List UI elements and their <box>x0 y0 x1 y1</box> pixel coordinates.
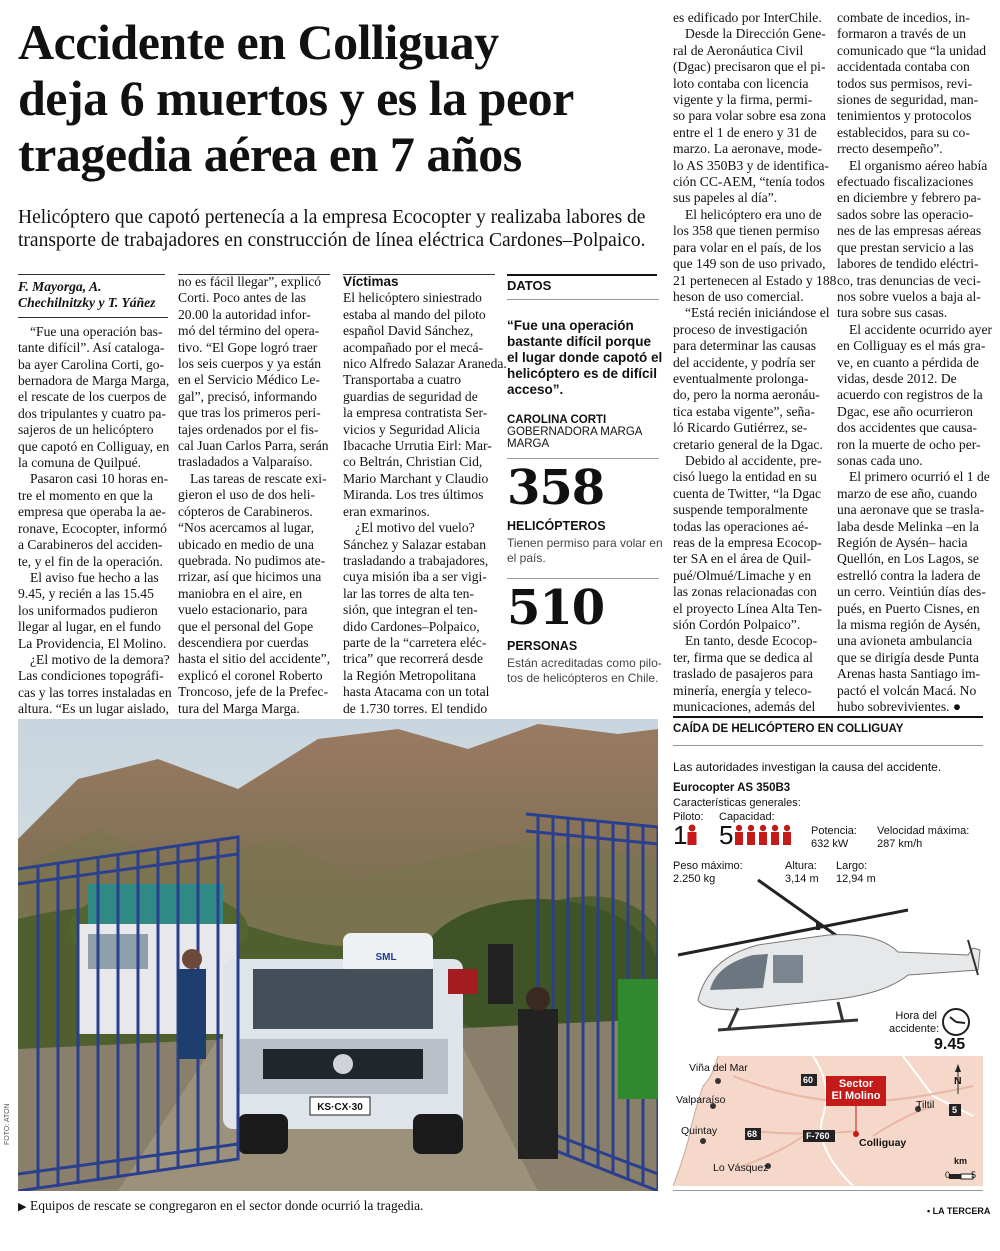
article-line: hasta Atacama con un total <box>343 684 490 700</box>
article-line: nos sobre vuelos a baja al- <box>837 288 981 304</box>
article-line: acompañado por el mecá- <box>343 339 484 355</box>
article-line: vuelo estacionario, para <box>178 602 308 618</box>
info-title: CAÍDA DE HELICÓPTERO EN COLLIGUAY <box>673 723 904 735</box>
byline: Chechilnitzky y T. Yáñez <box>18 295 156 311</box>
article-line: so para volar sobre esa zona <box>673 108 826 124</box>
article-line: acuerdo con registros de la <box>837 387 983 403</box>
article-line: una avioneta ambulancia <box>837 633 973 649</box>
stat-label-helicopters: HELICÓPTEROS <box>507 519 606 533</box>
length-label: Largo: <box>836 860 868 872</box>
article-line: trasladando a trabajadores, <box>343 552 489 568</box>
map-label-tiltil: Tiltil <box>916 1099 935 1111</box>
stat-desc-line: Tienen permiso para volar en <box>507 536 663 550</box>
article-line: Debido al accidente, pre- <box>685 452 822 468</box>
article-line: ronave, Ecocopter, informó <box>18 520 167 536</box>
hour-label-line: accidente: <box>889 1023 940 1035</box>
location-map <box>673 1056 983 1186</box>
article-line: te, y el fin de la operación. <box>18 553 163 569</box>
photo-caption-row <box>18 1198 424 1214</box>
article-line: hasta el sitio del accidente”, <box>178 651 331 667</box>
article-column-2 <box>178 274 333 717</box>
article-line: cuenta de Twitter, “la Dgac <box>673 485 822 501</box>
tarp <box>88 884 223 924</box>
article-line: del accidente, y podría ser <box>673 354 816 370</box>
article-line: 9.45, y recién a las 15.45 <box>18 586 154 602</box>
map-label-quintay: Quintay <box>681 1125 718 1137</box>
north-arrow-icon: N <box>954 1075 962 1087</box>
article-line: labores de tendido eléctri- <box>837 256 979 272</box>
route-5: 5 <box>952 1105 958 1115</box>
article-line: cuya misión iba a ser vigi- <box>343 569 487 585</box>
hour-value: 9.45 <box>934 1036 966 1053</box>
length-value: 12,94 m <box>836 873 876 885</box>
article-line: El aviso fue hecho a las <box>30 569 159 585</box>
article-line: pactó el volcán Macá. No <box>837 682 977 698</box>
scale-unit: km <box>954 1156 968 1166</box>
article-line: Quellón, en Los Lagos, se <box>837 551 979 567</box>
rescue-scene-image <box>18 719 658 1191</box>
article-line: marzo. La aeronave, mode- <box>673 141 823 157</box>
article-line: combate de incedios, in- <box>837 10 970 25</box>
article-line: Mario Marchant y Claudio <box>343 470 489 486</box>
article-line: eventualmente prolonga- <box>673 370 809 386</box>
article-line: que el personal del Gope <box>178 618 314 634</box>
article-line: Ibacache Urrutia Eirl: Mar- <box>343 438 492 454</box>
article-line: Dgac, ese año ocurrieron <box>837 403 973 419</box>
article-line: rrizar, así que hicimos una <box>178 569 322 585</box>
person-icon <box>686 824 698 846</box>
person <box>178 969 206 1059</box>
headline-line: tragedia aérea en 7 años <box>18 126 522 182</box>
article-line: llegar al lugar, en el fundo <box>18 619 161 635</box>
article-line: tivo. “El Gope logró traer <box>178 339 318 355</box>
van-logo: SML <box>375 952 397 963</box>
photo-caption: Equipos de rescate se congregaron en el sector donde ocurrió la tragedia. <box>29 1198 424 1213</box>
article-line: es edificado por InterChile. <box>673 10 822 25</box>
article-line: dido Cardones–Polpaico, <box>343 618 480 634</box>
hour-label <box>889 1010 940 1036</box>
article-line: el proyecto Línea Alta Ten- <box>673 600 823 616</box>
weight-value: 2.250 kg <box>673 873 716 885</box>
quote-author: CAROLINA CORTI <box>507 414 607 426</box>
article-line: de 1.730 torres. El tendido <box>343 700 488 716</box>
article-line: descendiera por cuerdas <box>178 634 309 650</box>
article-line: Las condiciones topográfi- <box>18 668 164 684</box>
article-line: sus papeles al día”. <box>673 190 778 206</box>
datos-title: DATOS <box>507 278 552 293</box>
article-line: tajes ordenados por el fis- <box>178 421 319 437</box>
article-line: 21 pertenecen al Estado y 188 <box>673 272 837 288</box>
article-line: El helicóptero siniestrado <box>343 290 482 306</box>
article-line: las zonas relacionadas con <box>673 584 817 600</box>
article-line: sajeros de un helicóptero <box>18 422 154 438</box>
article-line: maniobra en el aire, en <box>178 585 303 601</box>
article-line: en diciembre y febrero pa- <box>837 190 982 206</box>
article-column-3 <box>343 274 507 717</box>
article-line: sión Cordón Polpaico”. <box>673 617 801 633</box>
article-line: accidentada contaba con <box>837 59 970 75</box>
info-model: Eurocopter AS 350B3 <box>673 782 791 794</box>
article-line: lar las torres de alta ten- <box>343 585 474 601</box>
article-line: municaciones, además del <box>673 699 816 715</box>
article-line: los 358 que tienen permiso <box>673 223 820 239</box>
subhead-victimas: Víctimas <box>343 274 399 289</box>
article-column-6 <box>837 10 992 715</box>
stat-label-persons: PERSONAS <box>507 639 578 653</box>
article-line: parte de la “carretera eléc- <box>343 634 487 650</box>
article-line: vigente y la firma, permi- <box>673 92 813 108</box>
article-line: cas y las torres instaladas en <box>18 684 172 700</box>
article-line: en Colliguay es el más gra- <box>837 338 986 354</box>
article-line: nico Alfredo Salazar Araneda. <box>343 356 507 372</box>
article-line: loto contaba con licencia <box>673 75 809 91</box>
article-line: que capotó en Colliguay, en <box>18 438 170 454</box>
article-line: “Está recién iniciándose el <box>685 305 830 321</box>
article-line: heson de uso comercial. <box>673 288 804 304</box>
route-60: 60 <box>803 1075 814 1085</box>
article-line: ter, firma que se dedica al <box>673 649 813 665</box>
article-line: tre el momento en que la <box>18 487 153 503</box>
article-line: cópteros de Carabineros. <box>178 503 313 519</box>
article-line: Pasaron casi 10 horas en- <box>30 471 169 487</box>
capacity-value: 5 <box>719 820 734 850</box>
article-line: ción CC-AEM, “tenía todos <box>673 174 825 190</box>
article-line: gieron el uso de dos heli- <box>178 487 316 503</box>
photo-credit: FOTO: ATON <box>4 1103 11 1145</box>
datos-quote <box>507 318 663 398</box>
article-line: proceso de investigación <box>673 321 808 337</box>
article-line: un cerro. Veintiún días des- <box>837 584 986 600</box>
article-line: rrecto desempeño”. <box>837 141 943 157</box>
article-line: estaba al mando del piloto <box>343 306 486 322</box>
article-line: Transportaba a cuatro <box>343 372 462 388</box>
article-line: todos sus permisos, revi- <box>837 75 973 91</box>
article-line: la misma región de Aysén, <box>837 617 981 633</box>
speed-value: 287 km/h <box>877 838 923 850</box>
article-line: cretario general de la Dgac. <box>673 436 823 452</box>
route-f760: F-760 <box>806 1131 830 1141</box>
map-label-sector <box>828 1078 884 1102</box>
article-line: a Carabineros del acciden- <box>18 537 163 553</box>
article-line: vicios y Seguridad Alicia <box>343 421 481 437</box>
article-line: La Providencia, El Molino. <box>18 635 167 651</box>
article-line: ve, en cuanto a pérdida de <box>837 354 979 370</box>
stat-number-persons: 510 <box>507 580 605 636</box>
stat-desc-persons <box>507 656 662 686</box>
article-line: entre el 1 de enero y 31 de <box>673 124 817 140</box>
article-line: Sánchez y Salazar estaban <box>343 536 487 552</box>
article-line: pué/Olmué/Limache y en <box>673 567 812 583</box>
article-line: hubo sobrevivientes. ● <box>837 699 962 715</box>
datos-divider <box>507 299 659 300</box>
article-column-1 <box>18 279 172 718</box>
article-line: quebrada. No pudimos ate- <box>178 552 326 568</box>
article-line: lo AS 350B3 y de identifica- <box>673 157 829 173</box>
article-line: El primero ocurrió el 1 de <box>849 469 990 485</box>
article-line: no es fácil llegar”, explicó <box>178 274 322 289</box>
article-line: eran exmarinos. <box>343 503 430 519</box>
route-68: 68 <box>747 1129 758 1139</box>
article-line: cal Juan Carlos Parra, serán <box>178 438 329 454</box>
article-line: una aeronave que se trasla- <box>837 502 985 518</box>
deck <box>18 206 658 252</box>
article-line: ral de Aeronáutica Civil <box>673 42 804 58</box>
sector-line: El Molino <box>831 1090 881 1102</box>
article-line: nes de las empresas aéreas <box>837 223 982 239</box>
article-line: dos accidentes que causa- <box>837 420 978 436</box>
info-general: Características generales: <box>673 797 801 809</box>
article-column-5 <box>673 10 837 715</box>
article-line: que 149 son de uso privado, <box>673 256 826 272</box>
plate-text: KS·CX·30 <box>317 1102 363 1113</box>
article-line: sados sobre las operacio- <box>837 206 974 222</box>
scale-0: 0 <box>945 1170 951 1180</box>
article-line: explicó el coronel Roberto <box>178 667 323 683</box>
article-line: dos tripulantes y cuatro pa- <box>18 405 166 421</box>
article-line: guardias de seguridad de <box>343 388 478 404</box>
map-label-colliguay: Colliguay <box>859 1137 907 1149</box>
datos-divider <box>507 578 659 579</box>
article-line: Arenas hasta Santiago im- <box>837 666 981 682</box>
article-line: laba desde Melinka –en la <box>837 518 979 534</box>
article-line: tura sobre sus casas. <box>837 305 948 321</box>
article-line: El helicóptero era uno de <box>685 206 822 222</box>
article-line: bernadora de Marga Marga, <box>18 373 170 389</box>
quote-line: el lugar donde capotó el <box>507 350 663 365</box>
article-line: trasladados a Valparaíso. <box>178 454 313 470</box>
article-line: siones de seguridad, man- <box>837 92 979 108</box>
article-line: ló Ricardo Gutiérrez, se- <box>673 420 808 436</box>
article-line: tante difícil”. Así cataloga- <box>18 340 165 356</box>
stat-desc-helicopters <box>507 536 663 566</box>
article-line: la empresa contratista Ser- <box>343 405 488 421</box>
article-line: El accidente ocurrido ayer <box>849 321 993 337</box>
news-photo <box>18 719 658 1191</box>
article-line: gal”, precisó, informando <box>178 388 317 404</box>
hour-label-line: Hora del <box>895 1010 937 1022</box>
article-line: establecidos, para su co- <box>837 124 970 140</box>
article-line: que tras los primeros peri- <box>178 405 321 421</box>
article-line: los seis cuerpos y ya están <box>178 356 322 372</box>
article-line: “Nos acercamos al lugar, <box>178 520 315 536</box>
headline-line: Accidente en Colliguay <box>18 14 499 70</box>
article-line: Región de Aysén– hacia <box>837 535 968 550</box>
byline-divider <box>18 317 168 318</box>
quote-line: “Fue una operación <box>507 318 634 333</box>
capacity-label: Capacidad: <box>719 811 775 823</box>
clock-icon <box>941 1007 971 1037</box>
article-line: do, pero la norma aeronáu- <box>673 387 820 403</box>
article-line: minería, energía y teleco- <box>673 682 812 698</box>
quote-line: acceso”. <box>507 382 564 397</box>
article-line: ron la muerte de ocho per- <box>837 436 981 452</box>
stat-desc-line: Están acreditadas como pilo- <box>507 656 662 670</box>
article-line: tenimientos y protocolos <box>837 108 972 124</box>
article-line: Troncoso, jefe de la Prefec- <box>178 684 329 700</box>
person <box>518 1009 558 1159</box>
article-line: que se dirigía desde Punta <box>837 649 979 665</box>
article-line: reas de la empresa Ecocop- <box>673 535 822 550</box>
datos-box <box>507 276 663 686</box>
article-line: suspende temporalmente <box>673 502 808 518</box>
article-line: para volar en el país, de los <box>673 239 822 255</box>
speed-label: Velocidad máxima: <box>877 825 970 837</box>
article-line: en el Servicio Médico Le- <box>178 372 320 388</box>
person <box>618 979 658 1099</box>
article-line: ¿El motivo del vuelo? <box>355 520 475 536</box>
datos-divider <box>507 458 659 459</box>
scale-5: 5 <box>971 1170 977 1180</box>
pilot-value: 1 <box>673 820 688 850</box>
byline: F. Mayorga, A. <box>18 279 102 294</box>
article-line: efectuado fiscalizaciones <box>837 174 974 190</box>
quote-line: helicóptero es de difícil <box>507 366 658 381</box>
weight-label: Peso máximo: <box>673 860 743 872</box>
helicopter-illustration <box>668 870 988 1050</box>
quote-author-role: GOBERNADORA MARGA MARGA <box>507 426 642 450</box>
article-line: ter SA en el área de Quil- <box>673 551 812 567</box>
article-line: tura del Marga Marga. <box>178 700 300 716</box>
article-line: mó del término del opera- <box>178 323 320 339</box>
article-line: para determinar las causas <box>673 338 817 354</box>
info-subtitle: Las autoridades investigan la causa del accidente. <box>673 760 942 774</box>
article-line: Corti. Poco antes de las <box>178 290 306 306</box>
deck-line: Helicóptero que capotó pertenecía a la empresa Ecocopter y realizaba labores de <box>18 207 646 228</box>
article-line: español David Sánchez, <box>343 323 474 339</box>
article-line: altura. “Es un lugar aislado, <box>18 701 169 717</box>
article-line: (Dgac) precisaron que el pi- <box>673 59 826 75</box>
stat-number-helicopters: 358 <box>507 460 605 516</box>
article-line: Miranda. Los tres últimos <box>343 487 484 503</box>
caption-arrow-icon: ▶ <box>18 1200 30 1213</box>
power-value: 632 kW <box>811 838 849 850</box>
column-rule <box>18 274 165 275</box>
sector-line: Sector <box>838 1078 874 1090</box>
article-line: el rescate de los cuerpos de <box>18 389 167 405</box>
article-line: co, tras denuncias de veci- <box>837 272 981 288</box>
info-bottom-rule <box>673 1190 983 1191</box>
article-line: sonas cada uno. <box>837 452 923 468</box>
article-line: ¿El motivo de la demora? <box>30 651 170 667</box>
article-line: cisó luego la entidad en su <box>673 469 817 485</box>
article-line: Las tareas de rescate exi- <box>190 470 327 486</box>
quote-line: bastante difícil porque <box>507 334 652 349</box>
article-line: comunicado que “la unidad <box>837 42 987 58</box>
height-value: 3,14 m <box>785 873 819 885</box>
article-line: los uniformados pudieron <box>18 602 158 618</box>
article-line: “Fue una operación bas- <box>30 323 163 339</box>
map-label-lovasquez: Lo Vásquez <box>713 1162 769 1174</box>
article-line: El organismo aéreo había <box>849 157 988 173</box>
stat-desc-line: el país. <box>507 551 546 565</box>
article-line: empresa que operaba la ae- <box>18 504 166 520</box>
article-line: la comuna de Quilpué. <box>18 455 142 471</box>
article-line: tica estaba vigente”, seña- <box>673 403 815 419</box>
article-line: la Región Metropolitana <box>343 667 476 683</box>
article-line: ba ayer Carolina Corti, go- <box>18 356 165 372</box>
article-line: estrelló contra la ladera de <box>837 567 981 583</box>
deck-line: transporte de trabajadores en construcción de línea eléctrica Cardones–Polpaico. <box>18 230 646 251</box>
article-line: vidas, desde 2012. De <box>837 370 957 386</box>
capacity-person-icons <box>734 824 794 846</box>
map-label-valparaiso: Valparaíso <box>676 1094 726 1106</box>
headline <box>18 14 658 182</box>
map-label-vina: Viña del Mar <box>689 1062 748 1074</box>
article-line: sión, que integran el ten- <box>343 602 478 618</box>
article-line: En tanto, desde Ecocop- <box>685 633 818 649</box>
article-line: pués, en Puerto Cisnes, en <box>837 600 980 616</box>
article-line: trica” que recorrerá desde <box>343 651 483 667</box>
article-line: todas las operaciones aé- <box>673 518 809 534</box>
article-line: traslado de pasajeros para <box>673 666 814 682</box>
article-line: co Beltrán, Christian Cid, <box>343 454 483 470</box>
info-divider <box>673 745 983 746</box>
article-line: que prestan servicio a las <box>837 239 974 255</box>
article-line: Desde la Dirección Gene- <box>685 26 826 42</box>
info-rule <box>673 716 983 718</box>
headline-line: deja 6 muertos y es la peor <box>18 70 574 126</box>
stat-desc-line: tos de helicópteros en Chile. <box>507 671 659 685</box>
height-label: Altura: <box>785 860 817 872</box>
pilot-label: Piloto: <box>673 811 704 823</box>
article-line: formaron a través de un <box>837 26 967 42</box>
article-line: ubicado en medio de una <box>178 536 314 552</box>
power-label: Potencia: <box>811 825 857 837</box>
article-line: marzo de ese año, cuando <box>837 485 978 501</box>
source-credit: • LA TERCERA <box>927 1206 991 1216</box>
article-line: 20.00 la autoridad infor- <box>178 306 311 322</box>
